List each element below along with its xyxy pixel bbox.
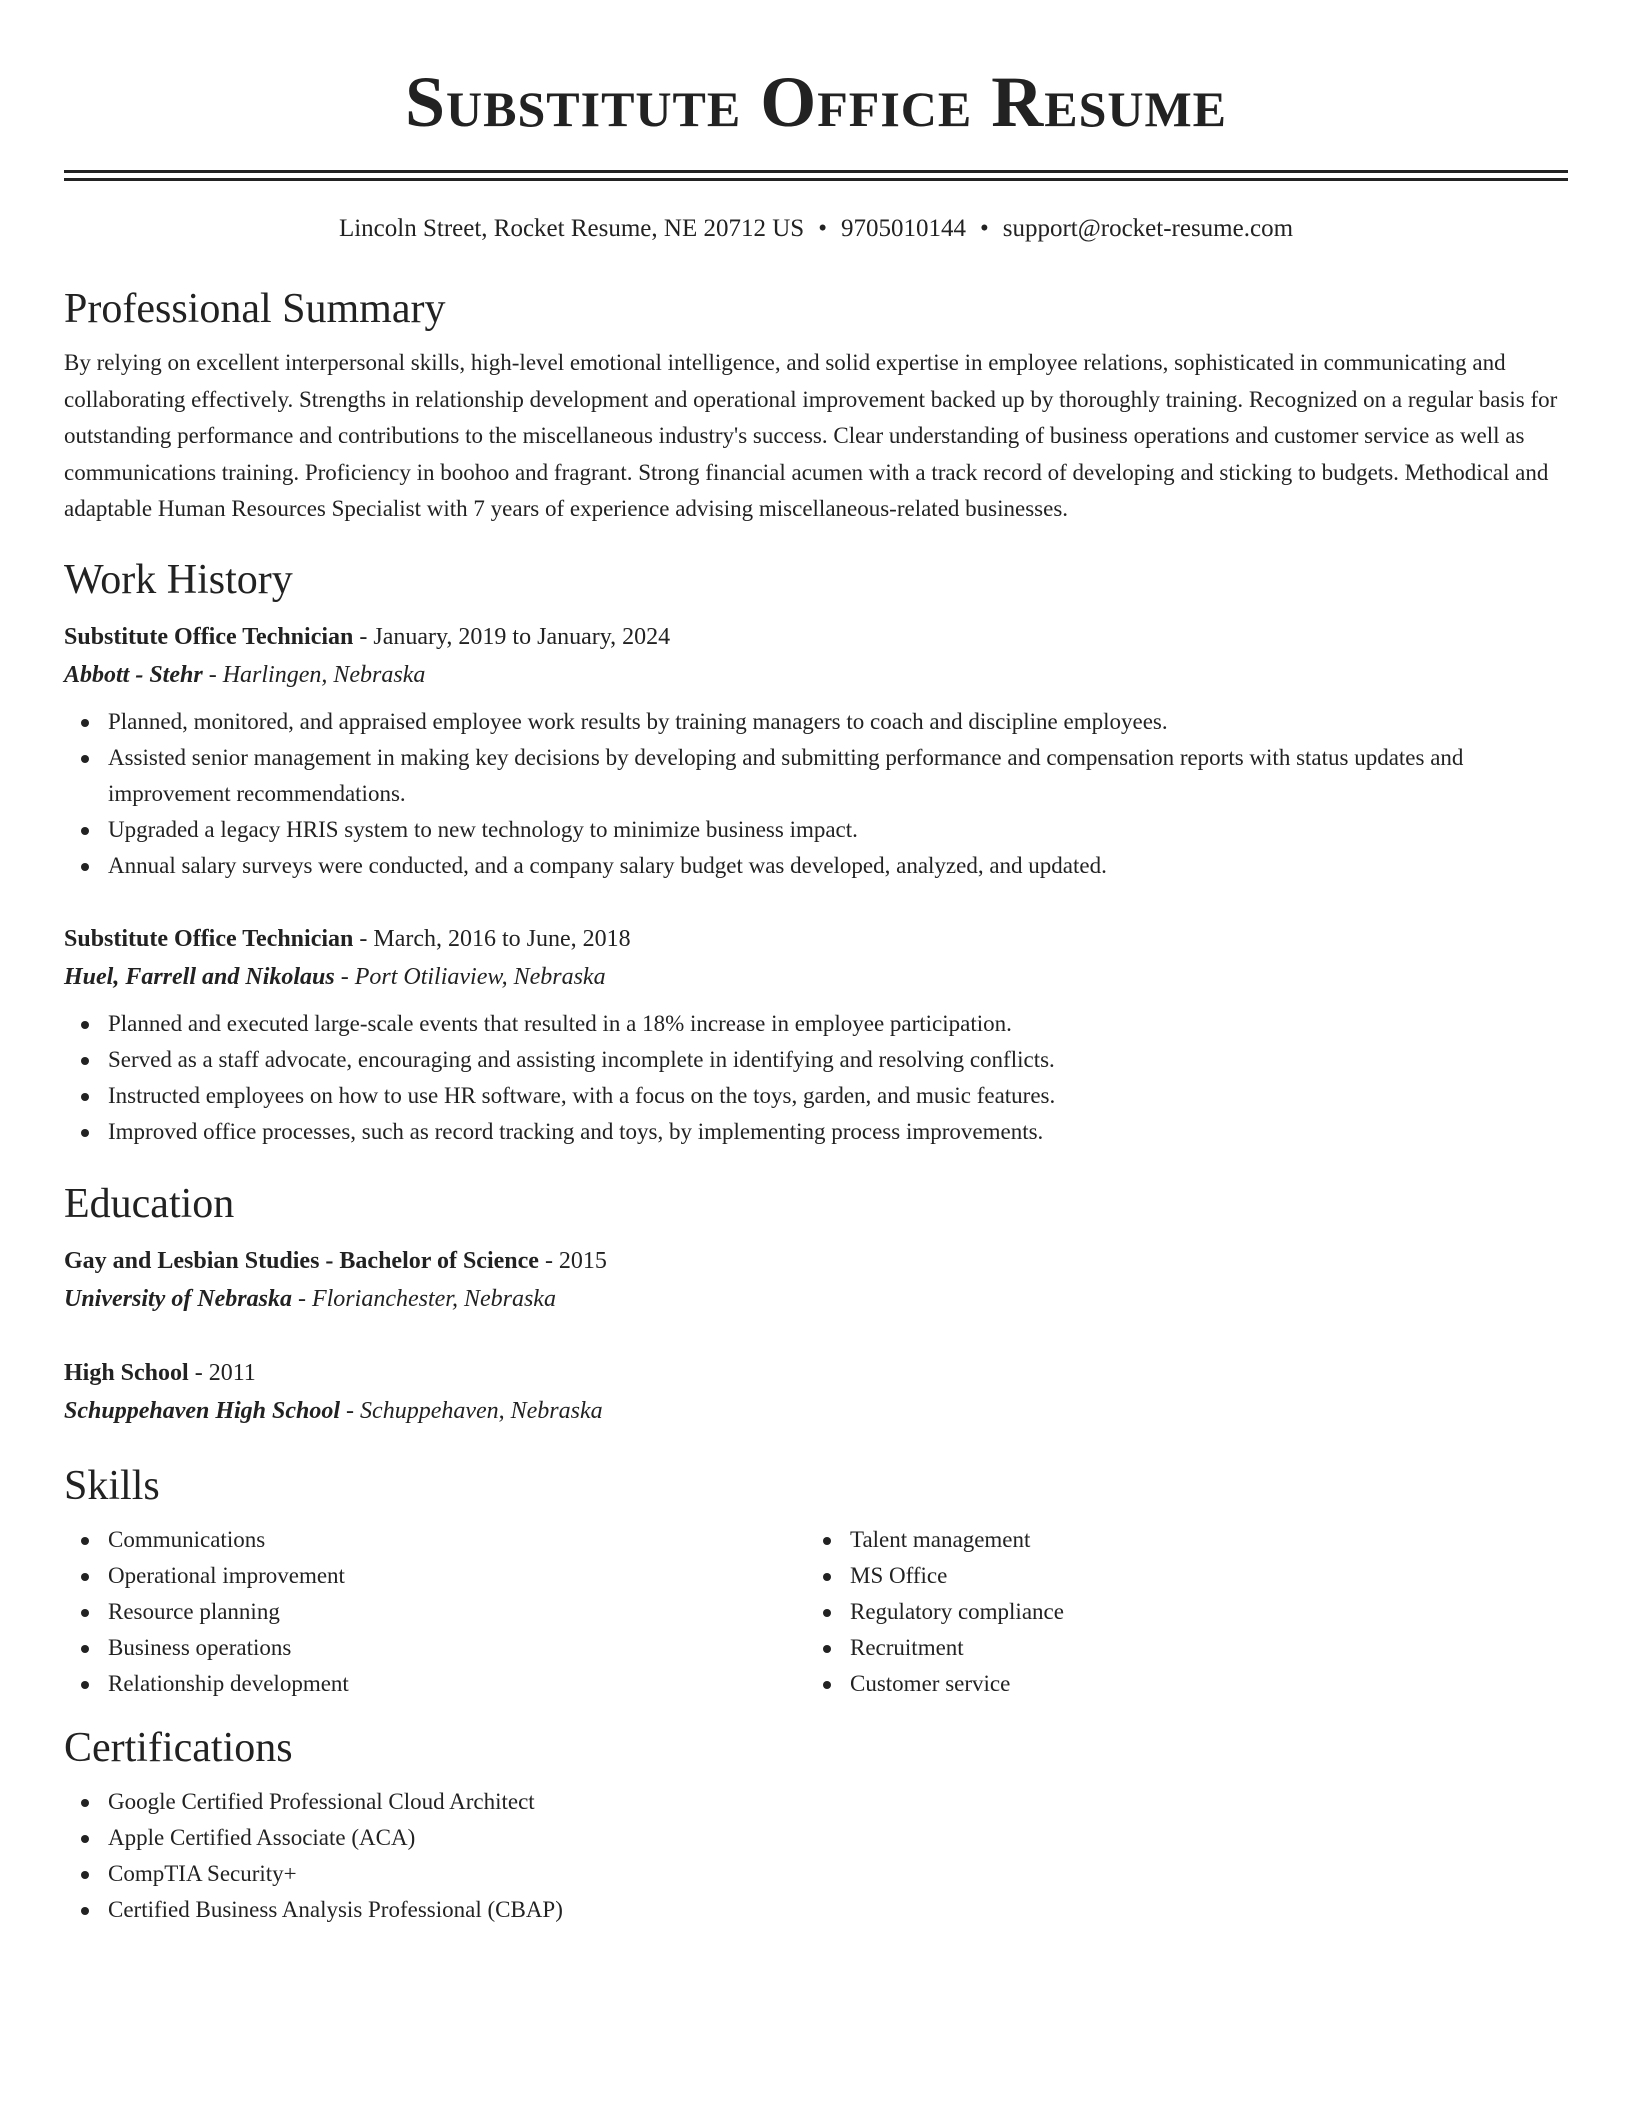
job-duty: Planned, monitored, and appraised employee work results by training managers to coach and discipline employees.: [64, 704, 1568, 740]
skill-item: Operational improvement: [64, 1558, 806, 1594]
job-duty: Assisted senior management in making key decisions by developing and submitting performance and compensation reports with status updates and improvement recommendations.: [64, 740, 1568, 812]
job-duties: [64, 704, 1568, 884]
certifications-list: [64, 1784, 1568, 1928]
certifications-heading: Certifications: [64, 1724, 293, 1771]
job-company: Abbott - Stehr: [64, 661, 203, 688]
skill-item: Business operations: [64, 1630, 806, 1666]
skills-heading: Skills: [64, 1462, 160, 1509]
job-duty: Served as a staff advocate, encouraging and assisting incomplete in identifying and resolving conflicts.: [64, 1042, 1568, 1078]
skill-item: Customer service: [806, 1666, 1568, 1702]
skill-item: Relationship development: [64, 1666, 806, 1702]
skill-item: MS Office: [806, 1558, 1568, 1594]
education-year: - 2015: [538, 1247, 607, 1274]
skill-item: Talent management: [806, 1522, 1568, 1558]
contact-address: Lincoln Street, Rocket Resume, NE 20712 US: [338, 215, 805, 242]
job-duty: Planned and executed large-scale events that resulted in a 18% increase in employee participation.: [64, 1006, 1568, 1042]
certification-item: CompTIA Security+: [64, 1856, 1568, 1892]
job-dates: - March, 2016 to June, 2018: [353, 925, 631, 952]
education-school: Schuppehaven High School: [64, 1397, 341, 1424]
education-institution: [64, 1280, 1568, 1318]
skill-item: Recruitment: [806, 1630, 1568, 1666]
education-location: - Schuppehaven, Nebraska: [340, 1397, 603, 1424]
job-location: - Harlingen, Nebraska: [202, 661, 426, 688]
education-degree: Gay and Lesbian Studies - Bachelor of Science: [64, 1247, 539, 1274]
job-duty: Upgraded a legacy HRIS system to new technology to minimize business impact.: [64, 812, 1568, 848]
education-heading: Education: [64, 1180, 235, 1227]
contact-separator: •: [979, 215, 989, 242]
skill-item: Resource planning: [64, 1594, 806, 1630]
resume-title: Substitute Office Resume: [404, 62, 1228, 142]
skills-column-left: [64, 1522, 806, 1702]
job-employer: [64, 958, 1568, 996]
job-company: Huel, Farrell and Nikolaus: [64, 963, 335, 990]
skills-column-right: [806, 1522, 1568, 1702]
job-dates: - January, 2019 to January, 2024: [353, 623, 671, 650]
job-entry: [64, 618, 1568, 884]
job-employer: [64, 656, 1568, 694]
job-role: Substitute Office Technician: [64, 623, 354, 650]
certification-item: Apple Certified Associate (ACA): [64, 1820, 1568, 1856]
job-duty: Instructed employees on how to use HR software, with a focus on the toys, garden, and music features.: [64, 1078, 1568, 1114]
skill-item: Communications: [64, 1522, 806, 1558]
education-location: - Florianchester, Nebraska: [291, 1285, 556, 1312]
job-header: [64, 920, 1568, 958]
education-institution: [64, 1392, 1568, 1430]
summary-heading: Professional Summary: [64, 286, 446, 332]
education-entry: [64, 1354, 1568, 1430]
contact-phone: 9705010144: [840, 215, 966, 242]
contact-separator: •: [818, 215, 827, 242]
title-divider: [64, 170, 1568, 181]
certification-item: Certified Business Analysis Professional (CBAP): [64, 1892, 1568, 1928]
education-header: [64, 1354, 1568, 1392]
job-entry: [64, 920, 1568, 1150]
certification-item: Google Certified Professional Cloud Architect: [64, 1784, 1568, 1820]
job-header: [64, 618, 1568, 656]
job-location: - Port Otiliaview, Nebraska: [334, 963, 606, 990]
summary-text: By relying on excellent interpersonal skills, high-level emotional intelligence, and solid expertise in employee relations, sophisticated in communicating and collaborating effectively. Strengths in relationship development and operational improvement backed up by thoroughly training. Recognized on a regular basis for outstanding performance and contributions to the miscellaneous industry's success. Clear understanding of business operations and customer service as well as communications training. Proficiency in boohoo and fragrant. Strong financial acumen with a track record of developing and sticking to budgets. Methodical and adaptable Human Resources Specialist with 7 years of experience advising miscellaneous-related businesses.: [64, 350, 1558, 521]
job-duty: Improved office processes, such as record tracking and toys, by implementing process improvements.: [64, 1114, 1568, 1150]
skills-list: [64, 1522, 1568, 1702]
education-school: University of Nebraska: [64, 1285, 292, 1312]
education-entry: [64, 1242, 1568, 1318]
skill-item: Regulatory compliance: [806, 1594, 1568, 1630]
contact-line: [64, 213, 1568, 245]
job-duty: Annual salary surveys were conducted, and a company salary budget was developed, analyzed, and updated.: [64, 848, 1568, 884]
education-header: [64, 1242, 1568, 1280]
education-year: - 2011: [188, 1359, 256, 1386]
job-duties: [64, 1006, 1568, 1150]
work-history-heading: Work History: [64, 556, 293, 603]
job-role: Substitute Office Technician: [64, 925, 354, 952]
contact-email: support@rocket-resume.com: [1002, 215, 1294, 242]
education-degree: High School: [64, 1359, 189, 1386]
